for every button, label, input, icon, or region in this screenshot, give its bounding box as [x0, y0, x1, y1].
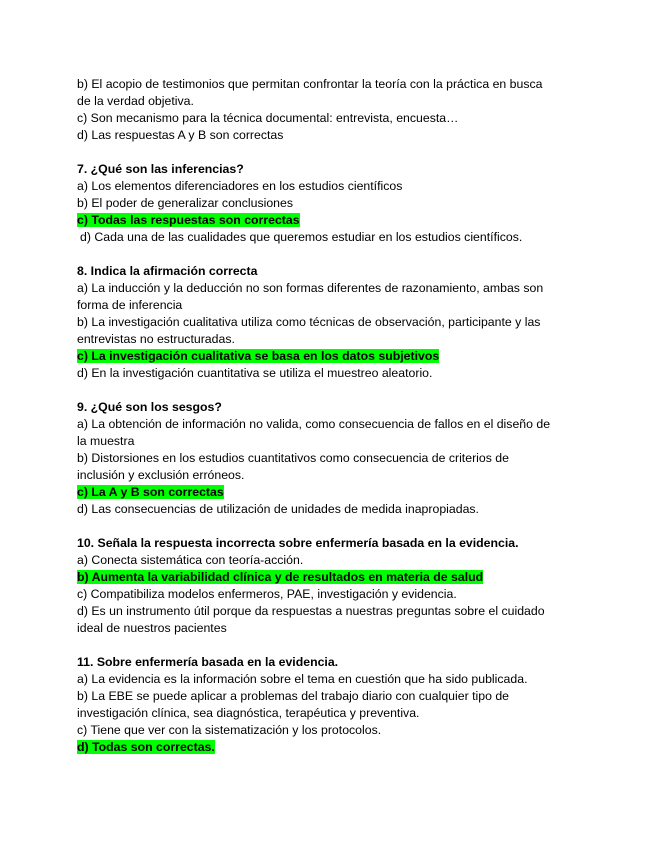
spacer: [77, 246, 577, 263]
intro-line: b) El acopio de testimonios que permitan confrontar la teoría con la práctica en busca: [77, 77, 543, 91]
option-d-line2: ideal de nuestros pacientes: [77, 621, 227, 635]
option-c-correct-highlight: c) La A y B son correctas: [77, 485, 224, 499]
option-d-line1: d) Es un instrumento útil porque da respuestas a nuestras preguntas sobre el cuidado: [77, 604, 545, 618]
question-7: [77, 161, 577, 246]
intro-line: c) Son mecanismo para la técnica documental: entrevista, encuesta…: [77, 111, 459, 125]
option-a: a) Conecta sistemática con teoría-acción.: [77, 553, 304, 567]
question-title: 10. Señala la respuesta incorrecta sobre enfermería basada en la evidencia.: [77, 536, 519, 550]
intro-line: de la verdad objetiva.: [77, 94, 194, 108]
option-c-correct-highlight: c) La investigación cualitativa se basa en los datos subjetivos: [77, 349, 440, 363]
spacer: [77, 144, 577, 161]
option-b-line2: inclusión y exclusión erróneos.: [77, 468, 245, 482]
option-b-line1: b) La investigación cualitativa utiliza como técnicas de observación, participante y las: [77, 315, 541, 329]
question-11: [77, 654, 577, 756]
intro-block: [77, 76, 577, 144]
spacer: [77, 637, 577, 654]
question-10: [77, 535, 577, 637]
question-title: 11. Sobre enfermería basada en la evidencia.: [77, 655, 339, 669]
question-title: 8. Indica la afirmación correcta: [77, 264, 258, 278]
option-a-line1: a) La inducción y la deducción no son formas diferentes de razonamiento, ambas son: [77, 281, 544, 295]
question-9: [77, 399, 577, 518]
option-b-line1: b) Distorsiones en los estudios cuantitativos como consecuencia de criterios de: [77, 451, 509, 465]
option-a-line2: forma de inferencia: [77, 298, 183, 312]
option-b: b) El poder de generalizar conclusiones: [77, 196, 294, 210]
option-c: c) Tiene que ver con la sistematización y los protocolos.: [77, 723, 382, 737]
option-a-line1: a) La obtención de información no valida, como consecuencia de fallos en el diseño de: [77, 417, 551, 431]
option-d: d) Las consecuencias de utilización de unidades de medida inapropiadas.: [77, 502, 479, 516]
document-page: [77, 76, 577, 756]
option-c: c) Compatibiliza modelos enfermeros, PAE, investigación y evidencia.: [77, 587, 457, 601]
option-a-line2: la muestra: [77, 434, 135, 448]
question-title: 9. ¿Qué son los sesgos?: [77, 400, 222, 414]
option-b-line2: entrevistas no estructuradas.: [77, 332, 235, 346]
question-8: [77, 263, 577, 382]
option-d: d) Cada una de las cualidades que queremos estudiar en los estudios científicos.: [80, 230, 523, 244]
option-d-correct-highlight: d) Todas son correctas.: [77, 740, 215, 754]
spacer: [77, 382, 577, 399]
option-a: a) La evidencia es la información sobre el tema en cuestión que ha sido publicada.: [77, 672, 528, 686]
option-b-line1: b) La EBE se puede aplicar a problemas del trabajo diario con cualquier tipo de: [77, 689, 510, 703]
question-title: 7. ¿Qué son las inferencias?: [77, 162, 244, 176]
option-c-correct-highlight: c) Todas las respuestas son correctas: [77, 213, 300, 227]
option-a: a) Los elementos diferenciadores en los estudios científicos: [77, 179, 403, 193]
option-d: d) En la investigación cuantitativa se utiliza el muestreo aleatorio.: [77, 366, 433, 380]
intro-line: d) Las respuestas A y B son correctas: [77, 128, 284, 142]
spacer: [77, 518, 577, 535]
option-b-correct-highlight: b) Aumenta la variabilidad clínica y de resultados en materia de salud: [77, 570, 484, 584]
option-b-line2: investigación clínica, sea diagnóstica, terapéutica y preventiva.: [77, 706, 420, 720]
